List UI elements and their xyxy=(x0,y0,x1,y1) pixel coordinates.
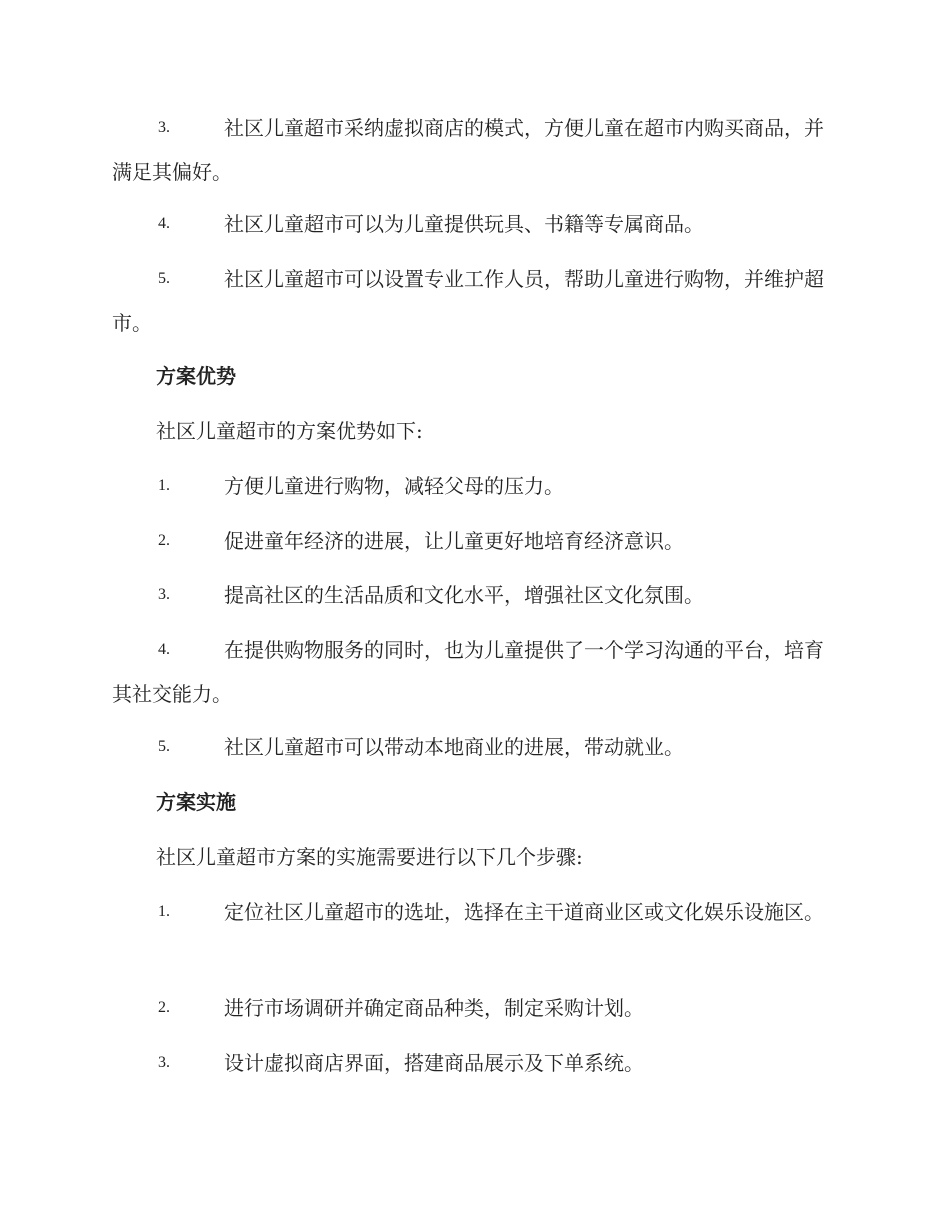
list-number: 4. xyxy=(158,641,170,658)
list-item-text: 社区儿童超市可以设置专业工作人员，帮助儿童进行购物，并维护超市。 xyxy=(112,267,824,335)
list-item-text: 进行市场调研并确定商品种类，制定采购计划。 xyxy=(224,996,644,1020)
list-item xyxy=(112,573,842,617)
list-number: 3. xyxy=(158,119,170,136)
section-intro-implementation: 社区儿童超市方案的实施需要进行以下几个步骤: xyxy=(156,845,583,869)
list-item xyxy=(112,890,842,934)
list-item xyxy=(112,106,842,194)
list-item-text: 社区儿童超市可以带动本地商业的进展，带动就业。 xyxy=(224,735,684,759)
list-item-text: 设计虚拟商店界面，搭建商品展示及下单系统。 xyxy=(224,1051,644,1075)
list-item xyxy=(112,628,842,716)
section-intro-advantage: 社区儿童超市的方案优势如下: xyxy=(156,419,423,443)
list-item xyxy=(112,1041,842,1085)
list-item xyxy=(112,464,842,508)
list-number: 3. xyxy=(158,1054,170,1071)
list-item-text: 促进童年经济的进展，让儿童更好地培育经济意识。 xyxy=(224,529,684,553)
list-item xyxy=(112,725,842,769)
list-item xyxy=(112,986,842,1030)
list-item-text: 社区儿童超市可以为儿童提供玩具、书籍等专属商品。 xyxy=(224,212,704,236)
list-item xyxy=(112,202,842,246)
list-number: 1. xyxy=(158,903,170,920)
list-item-text: 提高社区的生活品质和文化水平，增强社区文化氛围。 xyxy=(224,583,704,607)
list-number: 5. xyxy=(158,738,170,755)
list-item xyxy=(112,519,842,563)
list-number: 3. xyxy=(158,586,170,603)
list-item-text: 方便儿童进行购物，减轻父母的压力。 xyxy=(224,474,564,498)
section-heading-advantage: 方案优势 xyxy=(156,364,236,388)
list-item-text: 定位社区儿童超市的选址，选择在主干道商业区或文化娱乐设施区。 xyxy=(224,900,824,924)
list-item-text: 社区儿童超市采纳虚拟商店的模式，方便儿童在超市内购买商品，并满足其偏好。 xyxy=(112,116,824,184)
list-number: 5. xyxy=(158,270,170,287)
list-number: 2. xyxy=(158,532,170,549)
list-number: 4. xyxy=(158,215,170,232)
section-heading-implementation: 方案实施 xyxy=(156,790,236,814)
list-item xyxy=(112,257,842,345)
list-number: 2. xyxy=(158,999,170,1016)
list-number: 1. xyxy=(158,477,170,494)
list-item-text: 在提供购物服务的同时，也为儿童提供了一个学习沟通的平台，培育其社交能力。 xyxy=(112,638,824,706)
